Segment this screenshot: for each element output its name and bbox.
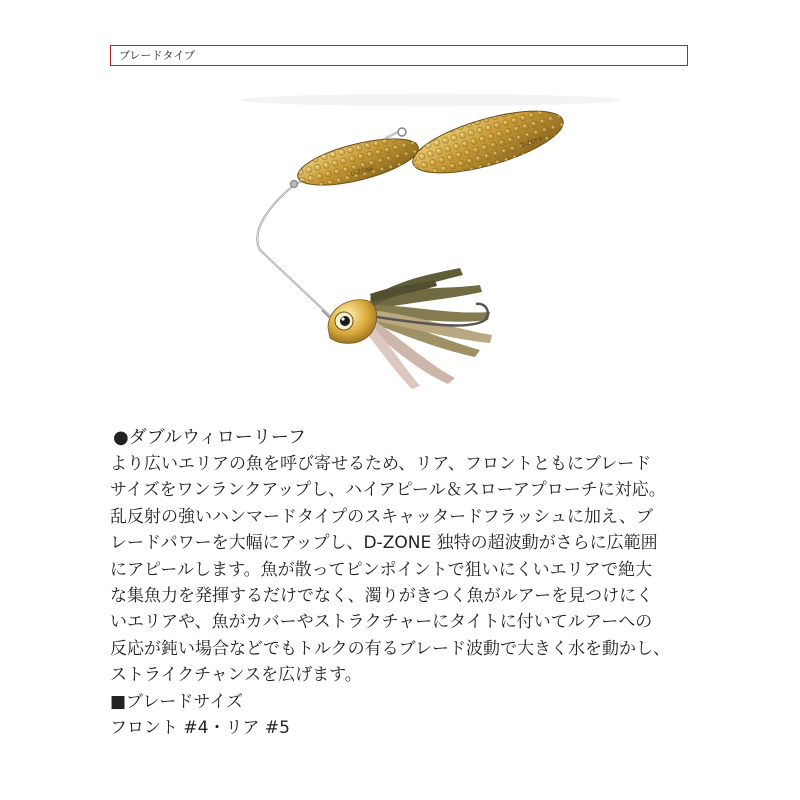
description-line: いエリアや、魚がカバーやストラクチャーにタイトに付いてルアーへの (110, 612, 653, 633)
product-image-spinnerbait (230, 80, 630, 390)
description-line: にアピールします。魚が散ってピンポイントで狙いにくいエリアで絶大 (110, 559, 653, 580)
rear-blade (407, 98, 570, 185)
swivel (398, 128, 406, 136)
clevis (291, 181, 298, 188)
front-blade-text: D-ZONE (349, 165, 375, 179)
section-header-label: ブレードタイプ (119, 49, 196, 62)
product-description (110, 425, 710, 741)
description-line: 乱反射の強いハンマードタイプのスキャッタードフラッシュに加え、ブ (110, 506, 653, 527)
spec-value: フロント #4・リア #5 (110, 718, 290, 739)
spec-heading: ■ブレードサイズ (110, 691, 244, 712)
description-line: より広いエリアの魚を呼び寄せるため、リア、フロントともにブレード (110, 454, 652, 474)
front-blade (293, 130, 422, 195)
description-line: な集魚力を発揮するだけでなく、濁りがきつく魚がルアーを見つけにく (110, 586, 654, 607)
description-line: レードパワーを大幅にアップし、D-ZONE 独特の超波動がさらに広範囲 (110, 533, 658, 554)
background-shadow (240, 94, 620, 106)
description-line: サイズをワンランクアップし、ハイアピール＆スローアプローチに対応。 (110, 480, 666, 501)
skirt (364, 268, 492, 389)
description-line: 反応が鈍い場合などでもトルクの有るブレード波動で大きく水を動かし、 (110, 638, 670, 659)
feature-heading: ●ダブルウィローリーフ (113, 427, 307, 448)
section-header-box (110, 45, 688, 66)
description-line: ストライクチャンスを広げます。 (110, 665, 362, 686)
rear-blade-text: D-ZONE (519, 135, 545, 150)
